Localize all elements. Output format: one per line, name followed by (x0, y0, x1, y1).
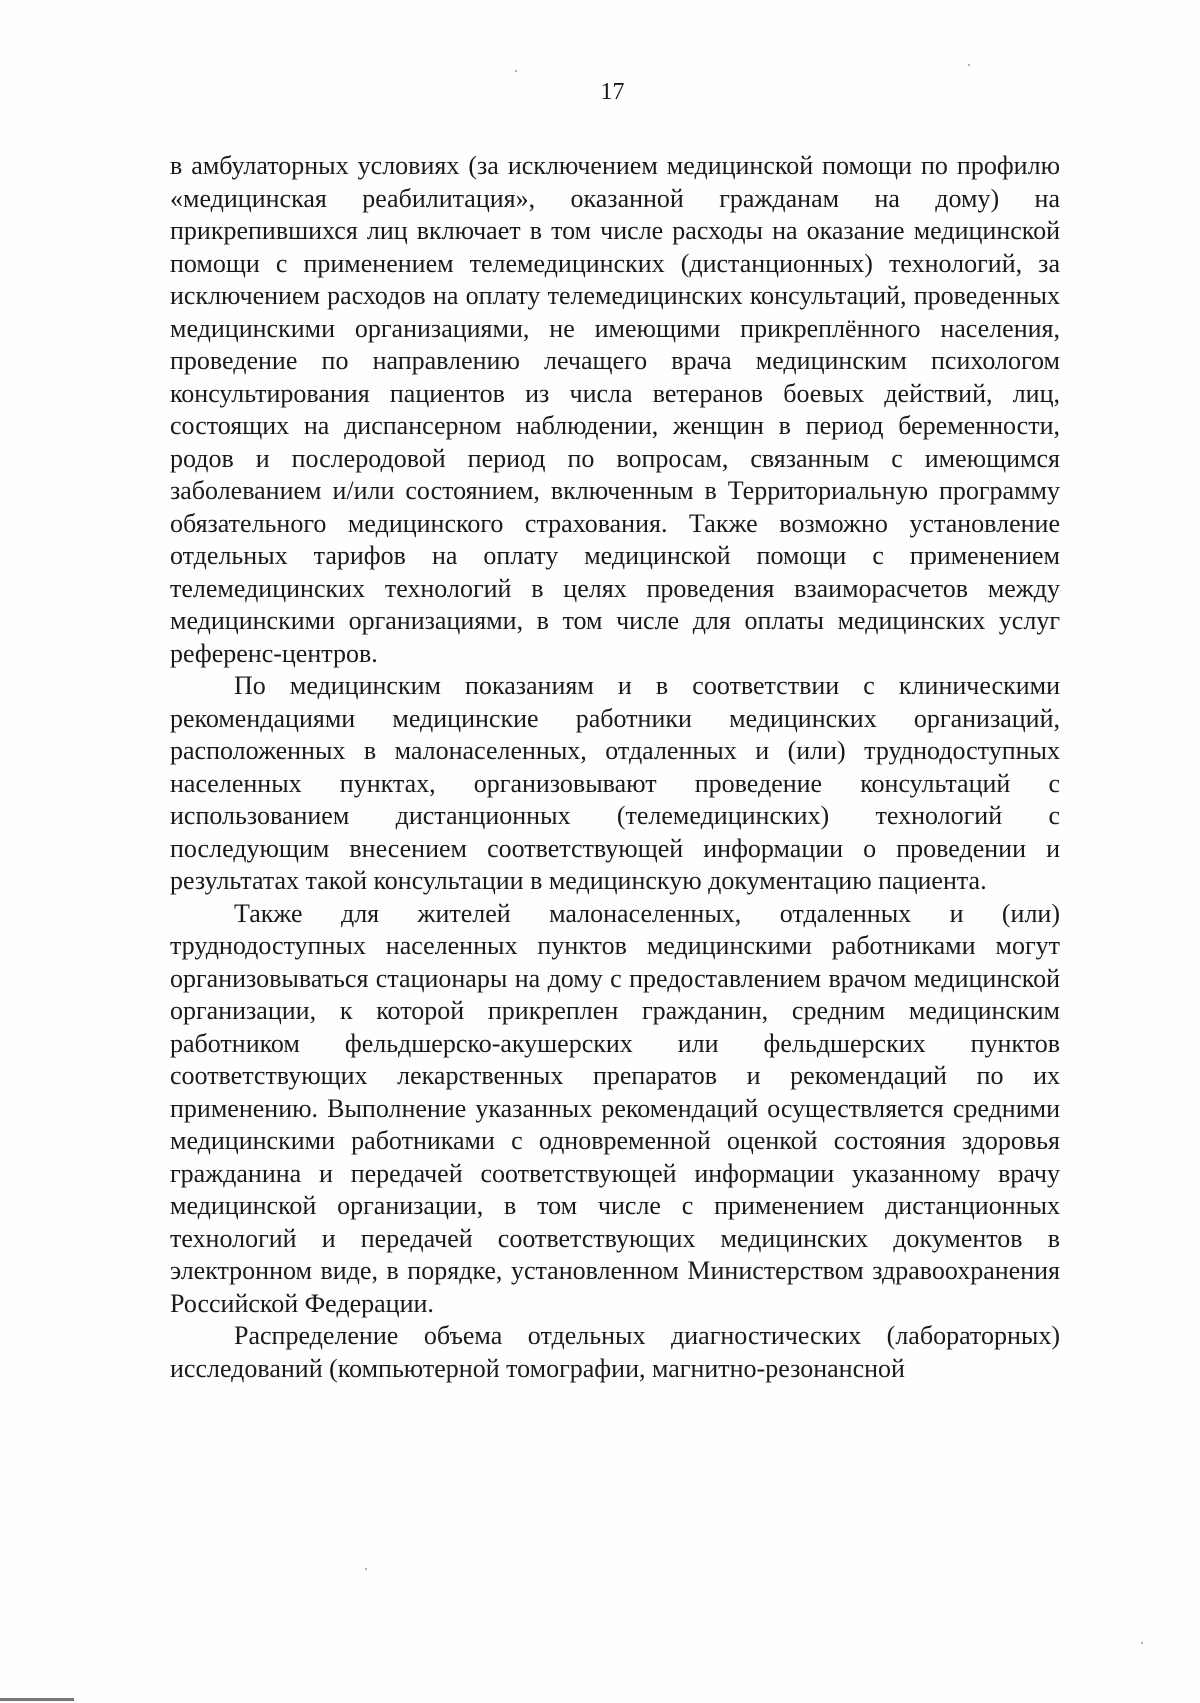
scan-edge-mark (0, 1698, 74, 1701)
paragraph-remote-consultations: По медицинским показаниям и в соответствии с клиническими рекомендациями медицинские работники медицинских организаций, расположенных в малонаселенных, отдаленных и (или) труднодоступных населенных пунктах, организовывают проведение консультаций с использованием дистанционных (телемедицинских) технологий с последующим внесением соответствующей информации о проведении и результатах такой консультации в медицинскую документацию пациента. (170, 671, 1060, 895)
paragraph-diagnostic-distribution: Распределение объема отдельных диагностических (лабораторных) исследований (компьютерной томографии, магнитно-резонансной (170, 1321, 1060, 1383)
paragraph-home-hospitals: Также для жителей малонаселенных, отдаленных и (или) труднодоступных населенных пунктов медицинскими работниками могут организовываться стационары на дому с предоставлением врачом медицинской организации, к которой прикреплен гражданин, средним медицинским работником фельдшерско-акушерских или фельдшерских пунктов соответствующих лекарственных препаратов и рекомендаций по их применению. Выполнение указанных рекомендаций осуществляется средними медицинскими работниками с одновременной оценкой состояния здоровья гражданина и передачей соответствующей информации указанному врачу медицинской организации, в том числе с применением дистанционных технологий и передачей соответствующих медицинских документов в электронном виде, в порядке, установленном Министерством здравоохранения Российской Федерации. (170, 898, 1060, 1318)
page-number: 17 (600, 79, 625, 105)
document-body (170, 150, 1060, 1385)
scan-speck (515, 70, 517, 72)
scan-speck (1141, 1642, 1143, 1644)
paragraph-outpatient-telemedicine: в амбулаторных условиях (за исключением медицинской помощи по профилю «медицинская реабилитация», оказанной гражданам на дому) на прикрепившихся лиц включает в том числе расходы на оказание медицинской помощи с применением телемедицинских (дистанционных) технологий, за исключением расходов на оплату телемедицинских консультаций, проведенных медицинскими организациями, не имеющими прикреплённого населения, проведение по направлению лечащего врача медицинским психологом консультирования пациентов из числа ветеранов боевых действий, лиц, состоящих на диспансерном наблюдении, женщин в период беременности, родов и послеродовой период по вопросам, связанным с имеющимся заболеванием и/или состоянием, включенным в Территориальную программу обязательного медицинского страхования. Также возможно установление отдельных тарифов на оплату медицинской помощи с применением телемедицинских технологий в целях проведения взаиморасчетов между медицинскими организациями, в том числе для оплаты медицинских услуг референс-центров. (170, 151, 1060, 668)
scan-speck (968, 64, 970, 66)
scan-speck (365, 1568, 367, 1570)
